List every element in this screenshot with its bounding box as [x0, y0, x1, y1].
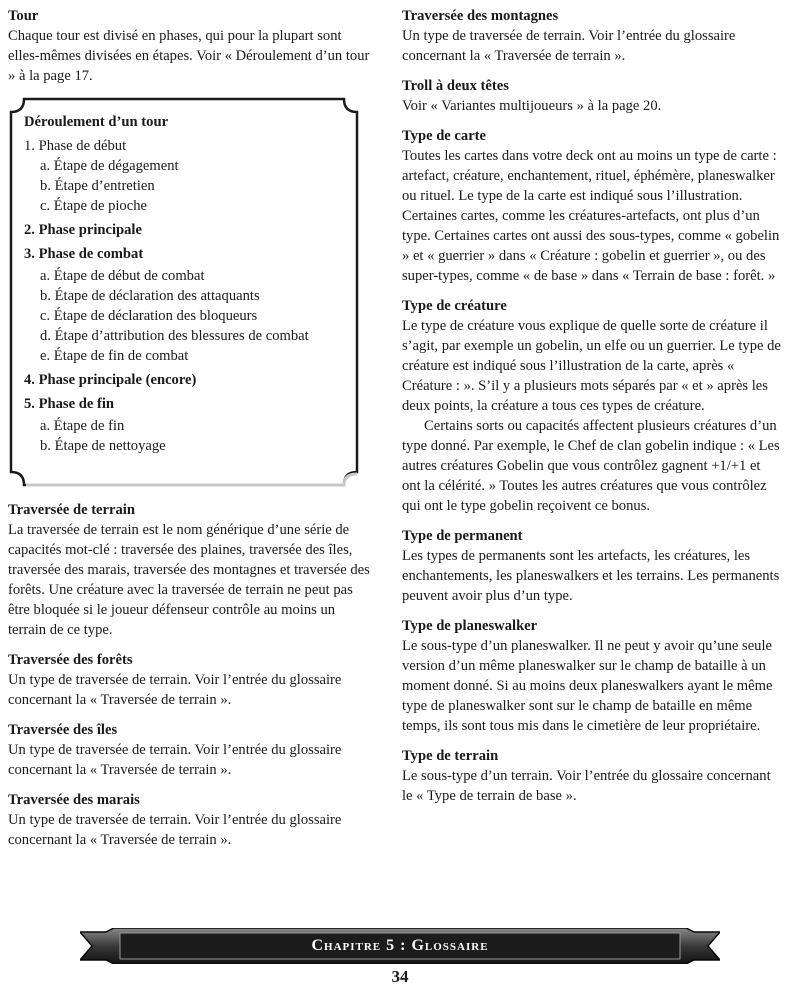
step: a. Étape de dégagement — [40, 158, 179, 174]
entry-title: Tour — [8, 8, 39, 24]
entry-title: Type de permanent — [402, 528, 523, 544]
step: a. Étape de début de combat — [40, 268, 205, 284]
entry-title: Traversée des marais — [8, 792, 140, 808]
glossary-entry-traversee-des-montagnes — [402, 6, 782, 66]
entry-title: Type de créature — [402, 298, 507, 314]
entry-title: Type de terrain — [402, 748, 499, 764]
entry-text: Un type de traversée de terrain. Voir l’entrée du glossaire concernant la « Traversée de terrain ». — [8, 812, 342, 848]
glossary-entry-type-de-terrain — [402, 746, 782, 806]
phase-3: 3. Phase de combat — [24, 246, 144, 262]
phase-5: 5. Phase de fin — [24, 396, 114, 412]
turn-structure-box — [8, 96, 360, 488]
entry-text: Voir « Variantes multijoueurs » à la page 20. — [402, 98, 662, 114]
glossary-entry-troll-a-deux-tetes — [402, 76, 782, 116]
chapter-title: Chapitre 5 : Glossaire — [311, 937, 489, 954]
entry-title: Traversée des montagnes — [402, 8, 559, 24]
step: c. Étape de déclaration des bloqueurs — [40, 308, 258, 324]
step: a. Étape de fin — [40, 418, 125, 434]
entry-text: Un type de traversée de terrain. Voir l’entrée du glossaire concernant la « Traversée de terrain ». — [8, 672, 342, 708]
glossary-entry-traversee-des-marais — [8, 790, 370, 850]
step: e. Étape de fin de combat — [40, 348, 189, 364]
entry-title: Traversée de terrain — [8, 502, 135, 518]
right-column — [402, 6, 782, 816]
step: c. Étape de pioche — [40, 198, 147, 214]
phase-4: 4. Phase principale (encore) — [24, 372, 197, 388]
glossary-entry-type-de-permanent — [402, 526, 782, 606]
step: b. Étape de nettoyage — [40, 438, 166, 454]
entry-text: Toutes les cartes dans votre deck ont au moins un type de carte : artefact, créature, enchantement, rituel, éphémère, planeswalker ou rituel. Le type de la carte est indiqué sous l’illustration. Certaines cartes, comme les créatures-artefacts, ont plus d’un type. Certaines cartes ont aussi des sous-types, comme « gobelin » et « guerrier » dans « Créature : gobelin et guerrier », ou des super-types, comme « de base » dans « Terrain de base : forêt. » — [402, 148, 780, 284]
step: b. Étape d’entretien — [40, 178, 155, 194]
step: b. Étape de déclaration des attaquants — [40, 288, 260, 304]
entry-text: Un type de traversée de terrain. Voir l’entrée du glossaire concernant la « Traversée de terrain ». — [402, 28, 736, 64]
turn-structure-content — [24, 112, 354, 456]
glossary-entry-type-de-planeswalker — [402, 616, 782, 736]
entry-title: Traversée des forêts — [8, 652, 133, 668]
phase-1: 1. Phase de début — [24, 138, 127, 154]
glossary-entry-type-de-creature — [402, 296, 782, 516]
entry-text: La traversée de terrain est le nom générique d’une série de capacités mot-clé : traversée des plaines, traversée des îles, traversée des marais, traversée des montagnes et traversée des forêts. Une créature avec la traversée de terrain ne peut pas être bloquée si le joueur défenseur contrôle au moins un terrain de ce type. — [8, 522, 370, 638]
entry-text: Un type de traversée de terrain. Voir l’entrée du glossaire concernant la « Traversée de terrain ». — [8, 742, 342, 778]
glossary-entry-traversee-des-forets — [8, 650, 370, 710]
entry-title: Troll à deux têtes — [402, 78, 509, 94]
entry-text: Les types de permanents sont les artefacts, les créatures, les enchantements, les planeswalkers et les terrains. Les permanents peuvent avoir plus d’un type. — [402, 548, 780, 604]
entry-text: Certains sorts ou capacités affectent plusieurs créatures d’un type donné. Par exemple, le Chef de clan gobelin indique : « Les autres créatures Gobelin que vous contrôlez gagnent +1/+1 et ont la célérité. » Toutes les autres créatures que vous contrôlez qui ont le type gobelin reçoivent ce bonus. — [402, 418, 780, 514]
page-number: 34 — [391, 967, 409, 986]
glossary-entry-type-de-carte — [402, 126, 782, 286]
entry-title: Type de carte — [402, 128, 487, 144]
entry-text: Chaque tour est divisé en phases, qui pour la plupart sont elles-mêmes divisées en étapes. Voir « Déroulement d’un tour » à la page 17. — [8, 28, 370, 84]
entry-text: Le sous-type d’un terrain. Voir l’entrée du glossaire concernant le « Type de terrain de base ». — [402, 768, 771, 804]
entry-text: Le type de créature vous explique de quelle sorte de créature il s’agit, par exemple un gobelin, un elfe ou un guerrier. Le type de créature est indiqué sous l’illustration de la carte, après « Créature : ». S’il y a plusieurs mots séparés par « et » après les deux points, la créature a tous ces types de créature. — [402, 318, 781, 414]
glossary-entry-traversee-de-terrain — [8, 500, 370, 640]
turn-structure-title: Déroulement d’un tour — [24, 114, 169, 130]
glossary-entry-traversee-des-iles — [8, 720, 370, 780]
left-column — [8, 6, 370, 860]
entry-text: Le sous-type d’un planeswalker. Il ne peut y avoir qu’une seule version d’un même planeswalker sur le champ de bataille à un moment donné. Si au moins deux planeswalkers ayant le même type de planeswalker sont sur le champ de bataille en même temps, ils sont tous mis dans le cimetière de leur propriétaire. — [402, 638, 773, 734]
phase-2: 2. Phase principale — [24, 222, 142, 238]
glossary-entry-tour — [8, 6, 370, 86]
entry-title: Type de planeswalker — [402, 618, 538, 634]
entry-title: Traversée des îles — [8, 722, 118, 738]
step: d. Étape d’attribution des blessures de combat — [40, 328, 309, 344]
